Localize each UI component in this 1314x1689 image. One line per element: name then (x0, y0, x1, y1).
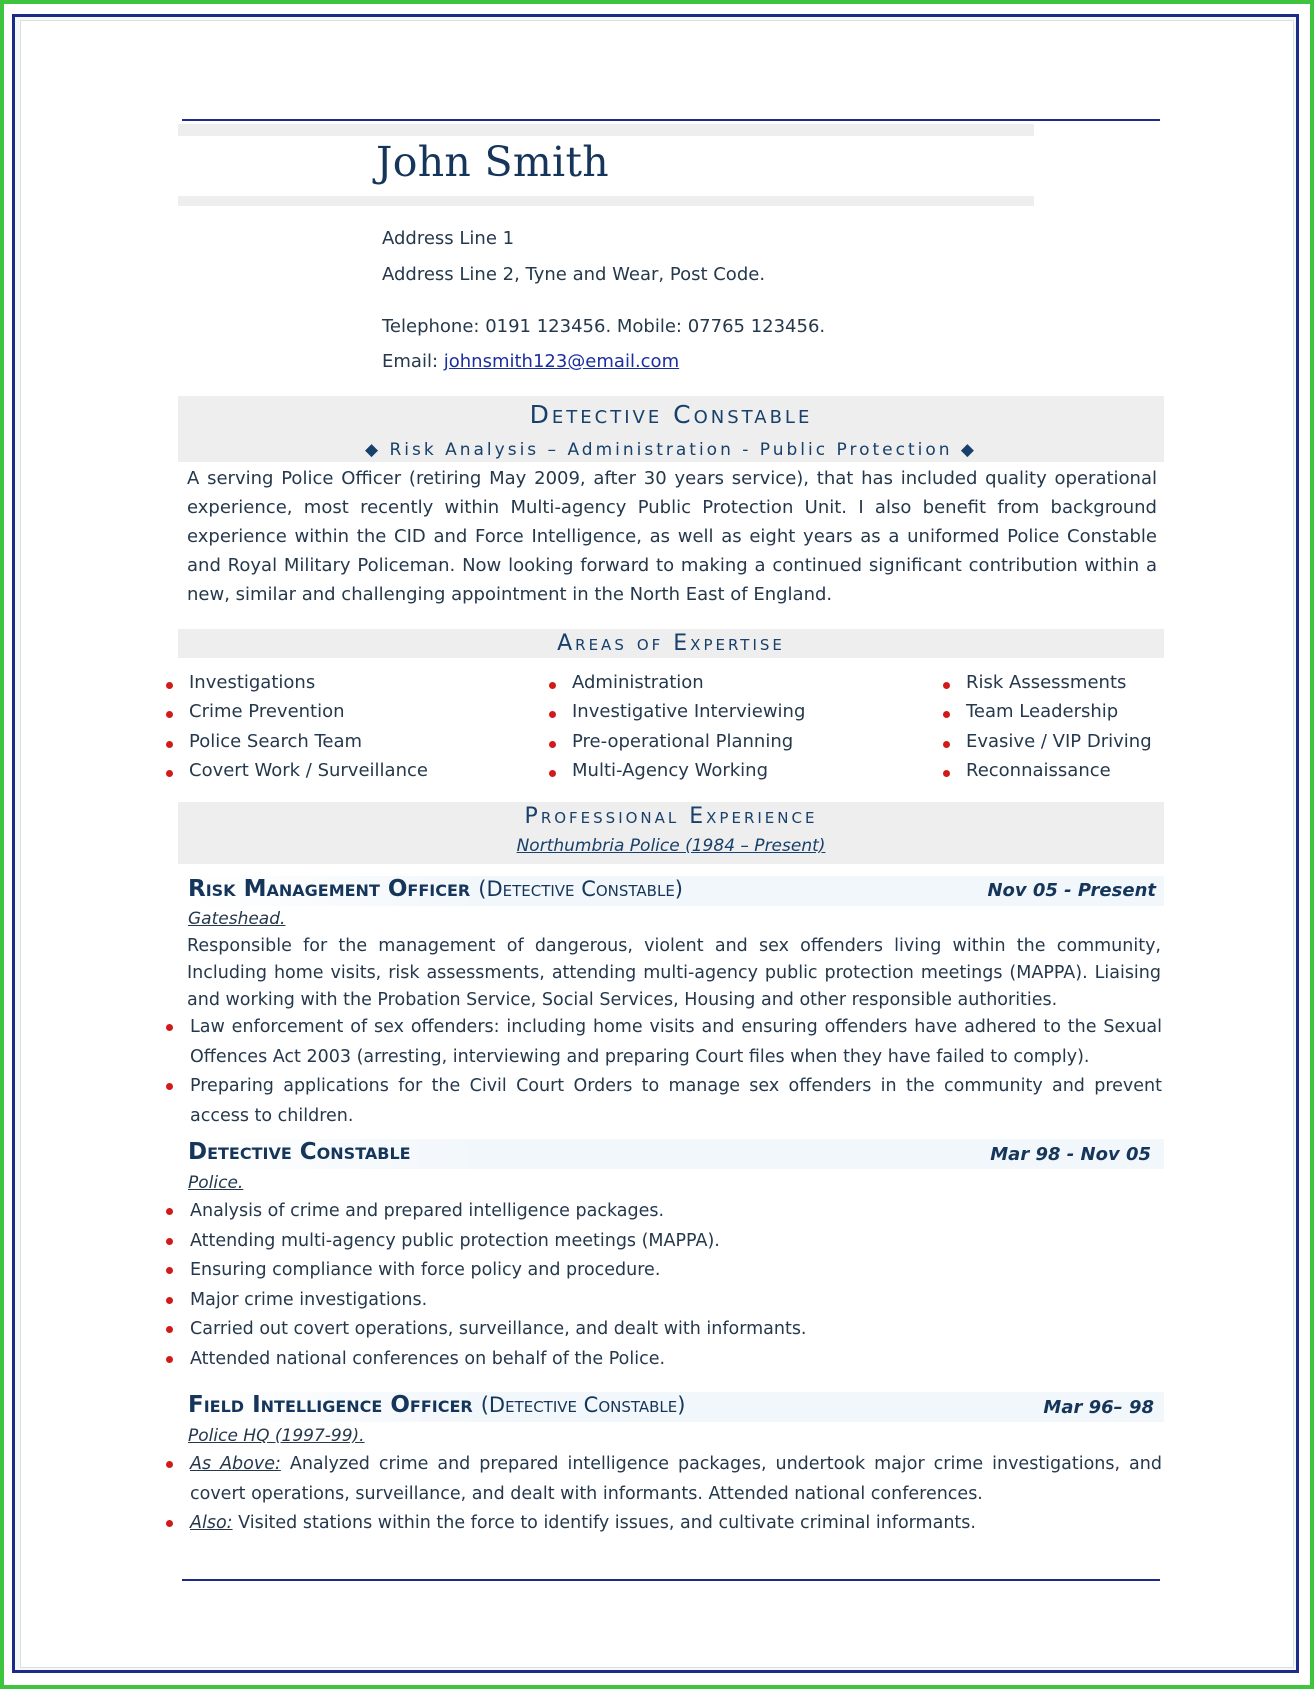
job-bullets (166, 1197, 1162, 1374)
job-title: Detective Constable (188, 1139, 411, 1165)
bullet-icon (549, 682, 556, 689)
expertise-item: Police Search Team (166, 731, 428, 760)
expertise-item: Crime Prevention (166, 701, 428, 730)
expertise-column-3 (943, 672, 1152, 790)
bullet-icon (166, 1208, 173, 1215)
expertise-item: Evasive / VIP Driving (943, 731, 1152, 760)
address-line-1: Address Line 1 (382, 228, 515, 249)
bullet-icon (166, 1326, 173, 1333)
expertise-item: Pre-operational Planning (549, 731, 805, 760)
job-title: Field Intelligence Officer (Detective Constable) (188, 1392, 686, 1418)
job-bullets (166, 1013, 1162, 1131)
job-date: Nov 05 - Present (987, 880, 1156, 901)
bullet-icon (166, 682, 173, 689)
expertise-item: Covert Work / Surveillance (166, 760, 428, 789)
expertise-column-2 (549, 672, 805, 790)
bullet-icon (549, 741, 556, 748)
email-label: Email: (382, 351, 444, 372)
bullet-label: As Above: (190, 1454, 281, 1474)
job-description: Responsible for the management of dangerous, violent and sex offenders living within the community, Including home visits, risk assessments, attending multi-agency public protection meetings (MAPPA). Liaising and working with the Probation Service, Social Services, Housing and other responsible authorities. (187, 936, 1161, 1010)
headline-tagline: ◆ Risk Analysis – Administration - Public Protection ◆ (364, 440, 977, 460)
bullet-icon (166, 711, 173, 718)
bullet-icon (943, 711, 950, 718)
name-bar-top (178, 124, 1034, 136)
expertise-item: Reconnaissance (943, 760, 1152, 789)
list-item: Attending multi-agency public protection meetings (MAPPA). (166, 1227, 1162, 1257)
name-bar-bottom (178, 196, 1034, 206)
bullet-icon (549, 711, 556, 718)
list-item: Also: Visited stations within the force to identify issues, and cultivate criminal informants. (166, 1509, 1162, 1539)
expertise-item: Administration (549, 672, 805, 701)
list-item: Ensuring compliance with force policy and procedure. (166, 1256, 1162, 1286)
job-location: Police. (188, 1173, 244, 1193)
list-item: Major crime investigations. (166, 1286, 1162, 1316)
bullet-icon (166, 1297, 173, 1304)
experience-title: Professional Experience (524, 804, 818, 829)
address-line-2: Address Line 2, Tyne and Wear, Post Code. (382, 264, 766, 285)
job-date: Mar 96– 98 (1043, 1397, 1154, 1418)
expertise-title: Areas of Expertise (557, 631, 785, 656)
list-item: Analysis of crime and prepared intelligence packages. (166, 1197, 1162, 1227)
bullet-icon (166, 1024, 173, 1031)
job-location: Gateshead. (188, 909, 286, 929)
job-bullets (166, 1450, 1162, 1539)
email-line (382, 351, 679, 372)
bullet-icon (166, 1083, 173, 1090)
list-item: Preparing applications for the Civil Court Orders to manage sex offenders in the community and prevent access to children. (166, 1072, 1162, 1131)
headline-title: Detective Constable (529, 400, 813, 429)
bottom-rule (182, 1579, 1160, 1581)
email-link[interactable]: johnsmith123@email.com (443, 351, 680, 372)
expertise-item: Team Leadership (943, 701, 1152, 730)
bullet-icon (166, 1238, 173, 1245)
bullet-icon (166, 1520, 173, 1527)
top-rule (182, 119, 1160, 121)
list-item: Law enforcement of sex offenders: including home visits and ensuring offenders have adhered to the Sexual Offences Act 2003 (arresting, interviewing and preparing Court files when they have failed to comply). (166, 1013, 1162, 1072)
list-item: Carried out covert operations, surveillance, and dealt with informants. (166, 1315, 1162, 1345)
bullet-icon (166, 770, 173, 777)
job-date: Mar 98 - Nov 05 (990, 1144, 1151, 1165)
expertise-item: Investigations (166, 672, 428, 701)
expertise-item: Risk Assessments (943, 672, 1152, 701)
list-item: Attended national conferences on behalf of the Police. (166, 1345, 1162, 1375)
job-title: Risk Management Officer (Detective Constable) (188, 876, 683, 902)
job-location: Police HQ (1997-99). (188, 1426, 365, 1446)
expertise-column-1 (166, 672, 428, 790)
bullet-icon (166, 1267, 173, 1274)
list-item: As Above: Analyzed crime and prepared intelligence packages, undertook major crime investigations, and covert operations, surveillance, and dealt with informants. Attended national conferences. (166, 1450, 1162, 1509)
bullet-icon (943, 741, 950, 748)
bullet-icon (943, 682, 950, 689)
bullet-icon (549, 770, 556, 777)
bullet-icon (166, 1356, 173, 1363)
bullet-label: Also: (190, 1513, 233, 1533)
bullet-icon (166, 741, 173, 748)
profile-summary: A serving Police Officer (retiring May 2009, after 30 years service), that has included quality operational experience, most recently within Multi-agency Public Protection Unit. I also benefit from background experience within the CID and Force Intelligence, as well as eight years as a uniformed Police Constable and Royal Military Policeman. Now looking forward to making a continued significant contribution within a new, similar and challenging appointment in the North East of England. (187, 468, 1157, 605)
company-link[interactable]: Northumbria Police (1984 – Present) (516, 836, 826, 856)
expertise-item: Multi-Agency Working (549, 760, 805, 789)
bullet-icon (166, 1461, 173, 1468)
bullet-icon (943, 770, 950, 777)
telephone: Telephone: 0191 123456. Mobile: 07765 123456. (382, 316, 826, 337)
candidate-name: John Smith (376, 138, 609, 186)
expertise-item: Investigative Interviewing (549, 701, 805, 730)
